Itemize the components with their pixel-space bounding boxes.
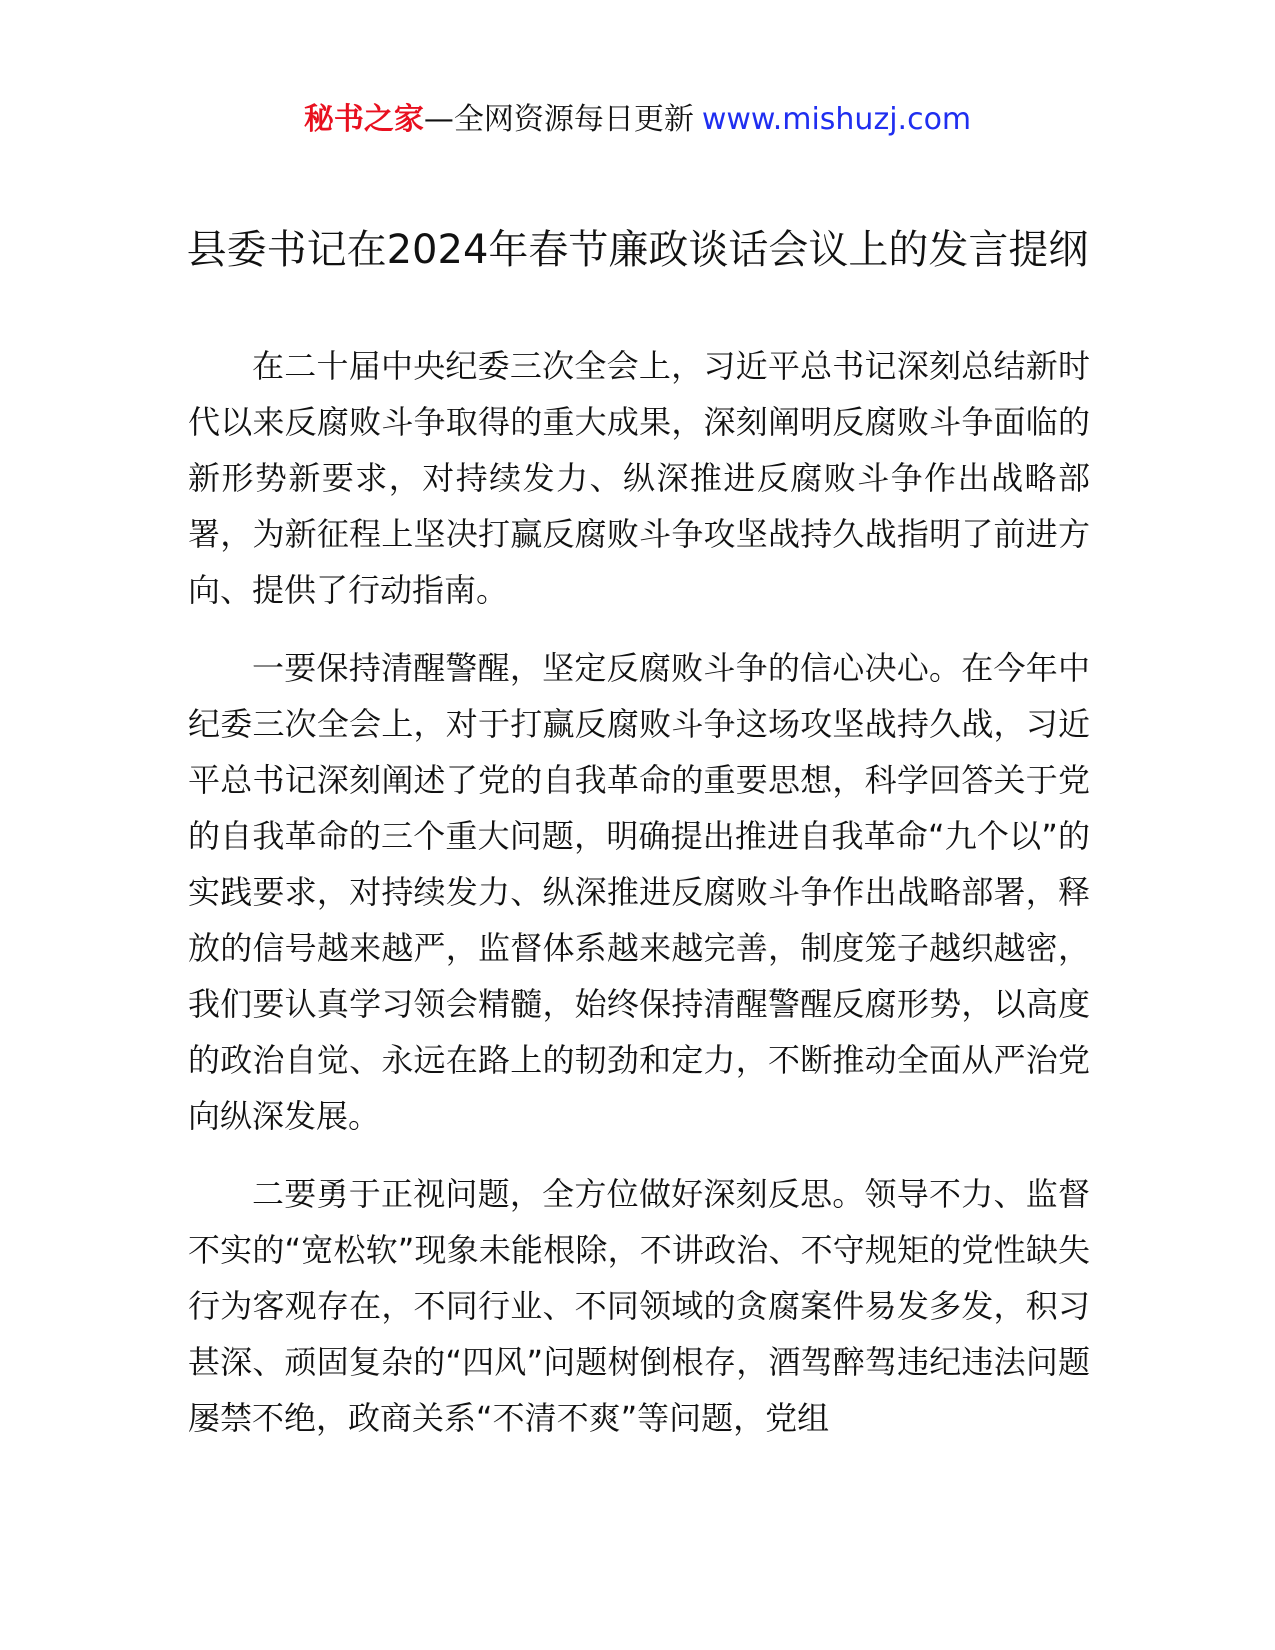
header-tagline: —全网资源每日更新 xyxy=(423,102,694,137)
paragraph-point-two: 二要勇于正视问题，全方位做好深刻反思。领导不力、监督不实的“宽松软”现象未能根除，不讲政治、不守规矩的党性缺失行为客观存在，不同行业、不同领域的贪腐案件易发多发，积习甚深、顽固复杂的“四风”问题树倒根存，酒驾醉驾违纪违法问题屡禁不绝，政商关系“不清不爽”等问题，党组 xyxy=(188,1175,1090,1437)
paragraph-intro: 在二十届中央纪委三次全会上，习近平总书记深刻总结新时代以来反腐败斗争取得的重大成果，深刻阐明反腐败斗争面临的新形势新要求，对持续发力、纵深推进反腐败斗争作出战略部署，为新征程上坚决打赢反腐败斗争攻坚战持久战指明了前进方向、提供了行动指南。 xyxy=(188,347,1090,609)
document-body xyxy=(188,338,1090,1468)
site-header xyxy=(0,100,1275,140)
brand-name: 秘书之家 xyxy=(303,102,424,137)
site-url-link[interactable]: www.mishuzj.com xyxy=(701,102,972,137)
document-title: 县委书记在2024年春节廉政谈话会议上的发言提纲 xyxy=(186,227,1089,273)
paragraph-point-one: 一要保持清醒警醒，坚定反腐败斗争的信心决心。在今年中纪委三次全会上，对于打赢反腐败斗争这场攻坚战持久战，习近平总书记深刻阐述了党的自我革命的重要思想，科学回答关于党的自我革命的三个重大问题，明确提出推进自我革命“九个以”的实践要求，对持续发力、纵深推进反腐败斗争作出战略部署，释放的信号越来越严，监督体系越来越完善，制度笼子越织越密，我们要认真学习领会精髓，始终保持清醒警醒反腐形势，以高度的政治自觉、永远在路上的韧劲和定力，不断推动全面从严治党向纵深发展。 xyxy=(188,649,1090,1135)
